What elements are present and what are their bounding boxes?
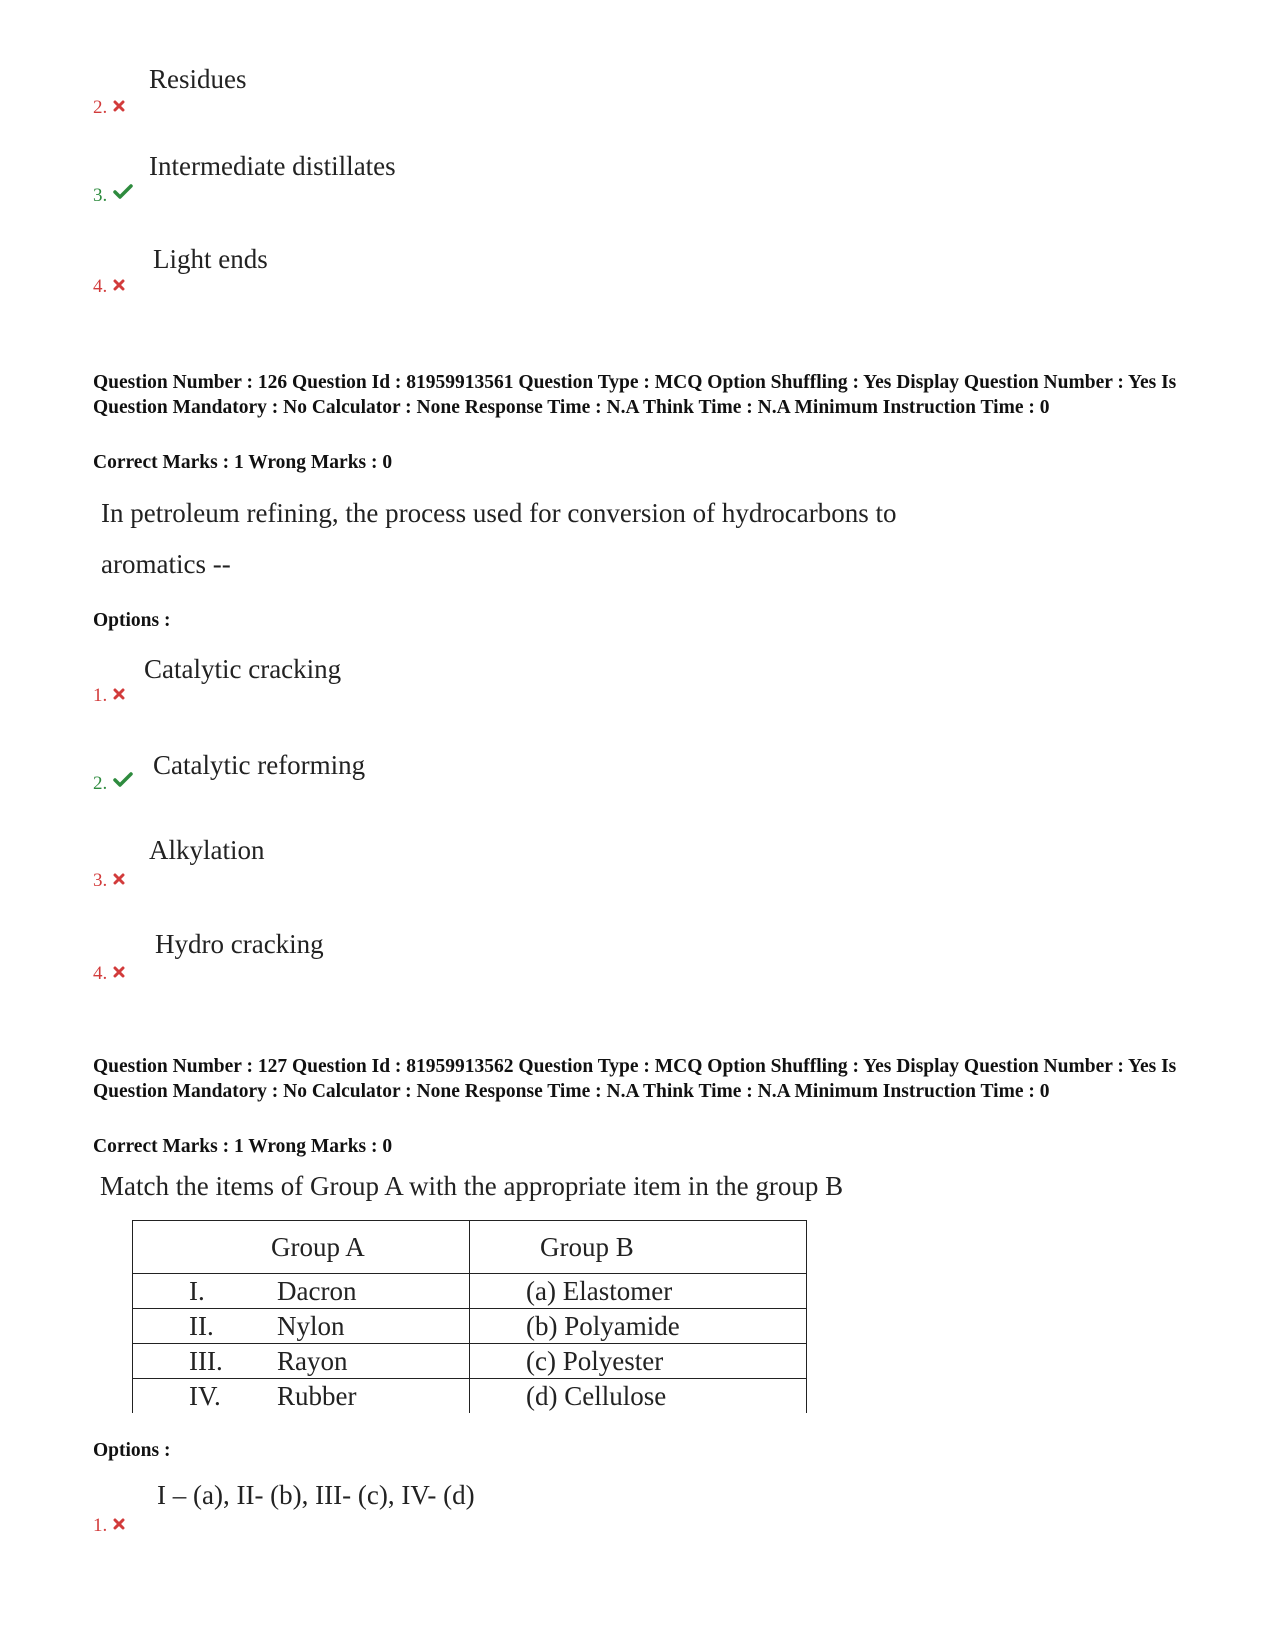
option-number: 3. — [93, 869, 125, 892]
table-row — [133, 1379, 807, 1414]
group-b-item: (c) Polyester — [526, 1345, 664, 1376]
cross-icon — [113, 684, 125, 706]
option-text: Catalytic reforming — [153, 750, 366, 780]
option-text: Intermediate distillates — [149, 151, 396, 181]
group-a-item: Dacron — [277, 1275, 357, 1306]
table-row — [133, 1274, 807, 1309]
question-marks: Correct Marks : 1 Wrong Marks : 0 — [93, 1136, 393, 1157]
row-numeral: I. — [189, 1275, 205, 1306]
question-text-line: In petroleum refining, the process used for conversion of hydrocarbons to — [101, 498, 897, 528]
cross-icon — [113, 962, 125, 984]
question-meta: Question Number : 127 Question Id : 81959913562 Question Type : MCQ Option Shuffling : Yes Display Question Number : Yes Is Question Mandatory : No Calculator : None Response Time : N.A Think Time : N.A Minimum Instruction Time : 0 — [93, 1056, 1177, 1102]
row-numeral: II. — [189, 1310, 214, 1341]
option-number: 1. — [93, 1514, 125, 1537]
group-a-item: Rubber — [277, 1380, 357, 1411]
group-b-header: Group B — [470, 1221, 807, 1274]
option-number: 3. — [93, 184, 133, 207]
row-numeral: IV. — [189, 1380, 221, 1411]
checkmark-icon — [113, 184, 133, 206]
option-text: Hydro cracking — [155, 929, 324, 959]
checkmark-icon — [113, 772, 133, 794]
option-text: I – (a), II- (b), III- (c), IV- (d) — [157, 1480, 475, 1510]
group-b-item: (d) Cellulose — [526, 1380, 667, 1411]
table-header-row — [133, 1221, 807, 1274]
group-a-item: Rayon — [277, 1345, 348, 1376]
cross-icon — [113, 869, 125, 891]
option-number: 2. — [93, 772, 133, 795]
group-a-header: Group A — [133, 1221, 470, 1274]
group-b-item: (a) Elastomer — [526, 1275, 673, 1306]
options-label: Options : — [93, 1440, 171, 1461]
option-text: Alkylation — [149, 835, 265, 865]
option-number: 1. — [93, 684, 125, 707]
match-table — [132, 1220, 807, 1413]
cross-icon — [113, 96, 125, 118]
group-a-item: Nylon — [277, 1310, 345, 1341]
question-text: Match the items of Group A with the appropriate item in the group B — [100, 1171, 844, 1201]
table-row — [133, 1344, 807, 1379]
option-number: 4. — [93, 962, 125, 985]
row-numeral: III. — [189, 1345, 223, 1376]
option-text: Catalytic cracking — [144, 654, 342, 684]
question-text-line: aromatics -- — [101, 549, 231, 579]
cross-icon — [113, 275, 125, 297]
option-number: 4. — [93, 275, 125, 298]
group-b-item: (b) Polyamide — [526, 1310, 680, 1341]
question-marks: Correct Marks : 1 Wrong Marks : 0 — [93, 452, 393, 473]
option-text: Residues — [149, 64, 247, 94]
cross-icon — [113, 1514, 125, 1536]
option-number: 2. — [93, 96, 125, 119]
table-row — [133, 1309, 807, 1344]
question-meta: Question Number : 126 Question Id : 81959913561 Question Type : MCQ Option Shuffling : Yes Display Question Number : Yes Is Question Mandatory : No Calculator : None Response Time : N.A Think Time : N.A Minimum Instruction Time : 0 — [93, 372, 1177, 418]
options-label: Options : — [93, 610, 171, 631]
option-text: Light ends — [153, 244, 268, 274]
